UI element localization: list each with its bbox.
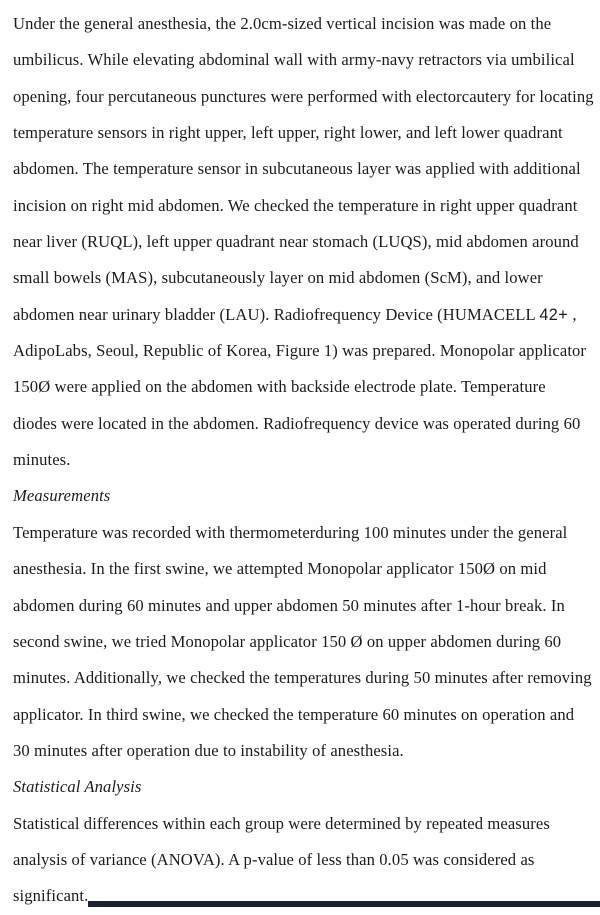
text-line	[13, 551, 596, 587]
text-line	[13, 733, 596, 769]
text-line	[13, 42, 596, 78]
text-line	[13, 660, 596, 696]
text-segment: temperature sensors in right upper, left upper, right lower, and left lower quadrant	[13, 123, 563, 143]
text-line	[13, 333, 596, 369]
text-segment: 150Ø were applied on the abdomen with backside electrode plate. Temperature	[13, 377, 546, 397]
text-segment: Statistical Analysis	[13, 777, 142, 797]
text-line	[13, 6, 596, 42]
text-line	[13, 79, 596, 115]
section-heading	[13, 769, 596, 805]
text-line	[13, 369, 596, 405]
text-segment: applicator. In third swine, we checked the temperature 60 minutes on operation and	[13, 704, 575, 724]
text-segment: analysis of variance (ANOVA). A p-value of less than 0.05 was considered as	[13, 849, 535, 869]
text-segment: abdomen during 60 minutes and upper abdomen 50 minutes after 1-hour break. In	[13, 595, 565, 615]
text-segment: opening, four percutaneous punctures were performed with electorcautery for locating	[13, 86, 594, 106]
text-line	[13, 442, 596, 478]
text-segment: small bowels (MAS), subcutaneously layer on mid abdomen (ScM), and lower	[13, 268, 543, 288]
text-segment: Temperature was recorded with thermometerduring 100 minutes under the general	[13, 522, 568, 542]
text-line	[13, 515, 596, 551]
text-line	[13, 224, 596, 260]
text-segment: abdomen near urinary bladder (LAU). Radiofrequency Device (HUMACELL	[13, 304, 540, 324]
text-line	[13, 806, 596, 842]
text-line	[13, 842, 596, 878]
text-line	[13, 588, 596, 624]
text-segment: ,	[568, 304, 577, 324]
body-text	[13, 6, 596, 915]
text-segment: Measurements	[13, 486, 111, 506]
text-segment: minutes.	[13, 450, 71, 470]
text-line	[13, 260, 596, 296]
device-brand-text: 42+	[539, 305, 569, 324]
bottom-bar	[88, 901, 600, 907]
text-segment: abdomen. The temperature sensor in subcutaneous layer was applied with additional	[13, 159, 581, 179]
text-segment: anesthesia. In the first swine, we attempted Monopolar applicator 150Ø on mid	[13, 559, 547, 579]
text-segment: minutes. Additionally, we checked the temperatures during 50 minutes after removing	[13, 668, 592, 688]
text-segment: incision on right mid abdomen. We checked the temperature in right upper quadrant	[13, 195, 578, 215]
text-segment: significant.	[13, 886, 89, 906]
text-line	[13, 406, 596, 442]
text-line	[13, 697, 596, 733]
section-heading	[13, 478, 596, 514]
text-segment: second swine, we tried Monopolar applicator 150 Ø on upper abdomen during 60	[13, 631, 562, 651]
text-line	[13, 297, 596, 333]
text-segment: 30 minutes after operation due to instability of anesthesia.	[13, 740, 404, 760]
text-segment: near liver (RUQL), left upper quadrant near stomach (LUQS), mid abdomen around	[13, 232, 579, 252]
text-line	[13, 188, 596, 224]
text-segment: umbilicus. While elevating abdominal wall with army-navy retractors via umbilical	[13, 50, 575, 70]
text-segment: AdipoLabs, Seoul, Republic of Korea, Figure 1) was prepared. Monopolar applicator	[13, 341, 587, 361]
text-line	[13, 878, 596, 914]
text-line	[13, 151, 596, 187]
text-segment: diodes were located in the abdomen. Radiofrequency device was operated during 60	[13, 413, 581, 433]
text-line	[13, 624, 596, 660]
text-segment: Statistical differences within each group were determined by repeated measures	[13, 813, 550, 833]
text-segment: Under the general anesthesia, the 2.0cm-sized vertical incision was made on the	[13, 14, 552, 33]
text-line	[13, 115, 596, 151]
